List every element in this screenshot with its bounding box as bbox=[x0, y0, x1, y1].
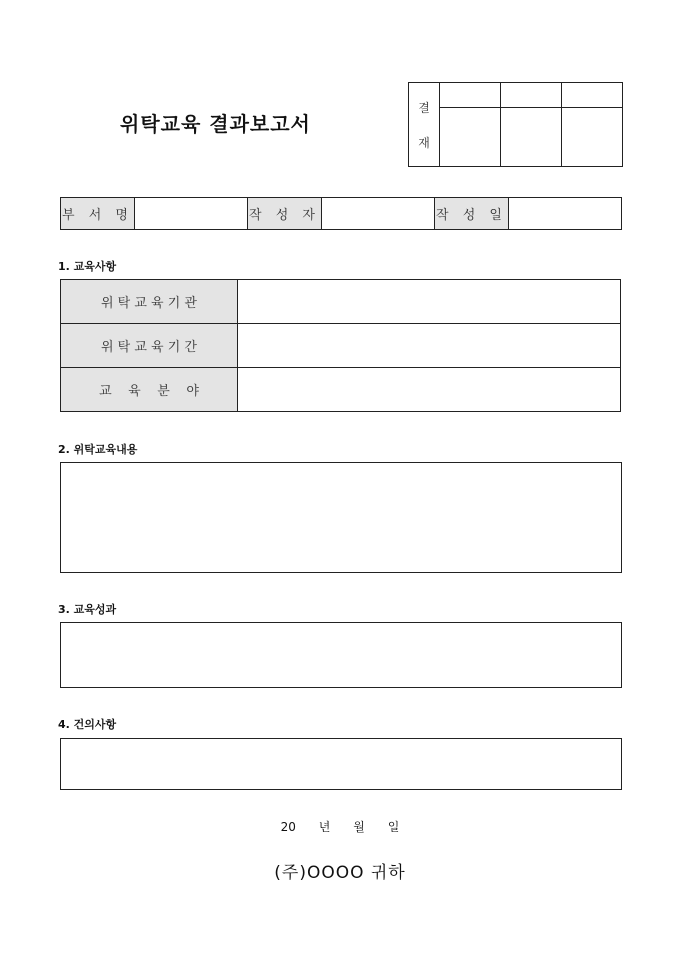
approval-sign-1[interactable] bbox=[440, 108, 501, 167]
section-1-heading: 1. 교육사항 bbox=[58, 260, 117, 273]
approval-head-2[interactable] bbox=[501, 83, 562, 108]
approval-head-3[interactable] bbox=[562, 83, 623, 108]
suggestion-textarea[interactable] bbox=[60, 738, 622, 790]
date-field[interactable] bbox=[509, 198, 622, 230]
education-table bbox=[60, 279, 621, 412]
institution-label bbox=[61, 280, 238, 324]
section-2-heading: 2. 위탁교육내용 bbox=[58, 443, 138, 456]
date-label: 작 성 일 bbox=[435, 198, 509, 230]
period-label bbox=[61, 324, 238, 368]
approval-box bbox=[408, 82, 623, 167]
info-row bbox=[60, 197, 622, 230]
approval-label bbox=[409, 83, 440, 167]
date-line bbox=[0, 818, 680, 835]
addressee: (주)OOOO 귀하 bbox=[274, 863, 406, 883]
author-field[interactable] bbox=[322, 198, 435, 230]
dept-field[interactable] bbox=[135, 198, 248, 230]
approval-label-bottom: 재 bbox=[418, 135, 430, 150]
dept-label: 부 서 명 bbox=[61, 198, 135, 230]
field-label bbox=[61, 368, 238, 412]
institution-field[interactable] bbox=[238, 280, 621, 324]
section-4-heading: 4. 건의사항 bbox=[58, 718, 117, 731]
content-textarea[interactable] bbox=[60, 462, 622, 573]
approval-head-1[interactable] bbox=[440, 83, 501, 108]
institution-label-text: 위 탁 교 육 기 관 bbox=[100, 296, 197, 311]
field-field[interactable] bbox=[238, 368, 621, 412]
section-3-heading: 3. 교육성과 bbox=[58, 603, 117, 616]
document-title: 위탁교육 결과보고서 bbox=[120, 112, 311, 136]
result-textarea[interactable] bbox=[60, 622, 622, 688]
period-label-text: 위 탁 교 육 기 간 bbox=[100, 340, 197, 355]
date-text: 20 년 월 일 bbox=[280, 820, 400, 834]
author-label: 작 성 자 bbox=[248, 198, 322, 230]
period-field[interactable] bbox=[238, 324, 621, 368]
field-label-text: 교 육 분 야 bbox=[99, 384, 199, 399]
approval-label-top: 결 bbox=[418, 100, 430, 115]
approval-sign-2[interactable] bbox=[501, 108, 562, 167]
approval-sign-3[interactable] bbox=[562, 108, 623, 167]
